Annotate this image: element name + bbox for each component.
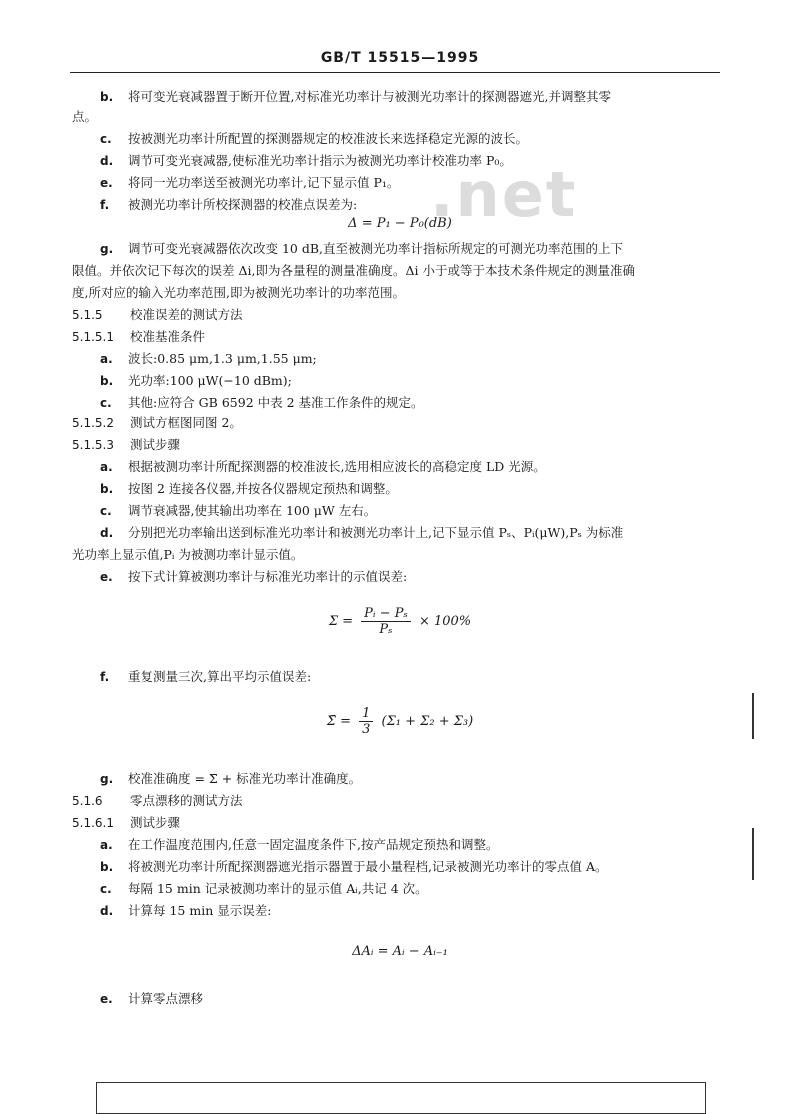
item-text: 将同一光功率送至被测光功率计,记下显示值 P₁。 [128, 175, 400, 190]
formula-average [0, 706, 800, 737]
step-b-zero-value [100, 858, 607, 876]
section-5-1-6 [72, 792, 243, 810]
item-text: 按被测光功率计所配置的探测器规定的校准波长来选择稳定光源的波长。 [128, 131, 529, 146]
denominator: 3 [362, 722, 371, 737]
step-g-range [100, 240, 623, 258]
step-c-interval [100, 880, 428, 898]
revision-bar [752, 828, 754, 880]
item-label: g. [100, 772, 114, 786]
item-text: 光功率:100 μW(−10 dBm); [128, 373, 292, 388]
cond-a-wavelength [100, 350, 317, 368]
numerator: 1 [359, 706, 373, 722]
step-b-continuation: 点。 [72, 109, 98, 124]
item-label: b. [100, 860, 114, 874]
item-label: a. [100, 460, 113, 474]
section-title: 校准基准条件 [130, 329, 206, 344]
revision-bar [752, 693, 754, 739]
section-5-1-5-3 [72, 436, 180, 454]
step-e-drift [100, 990, 203, 1008]
numerator: Pᵢ − Pₛ [361, 606, 411, 622]
item-label: c. [100, 132, 112, 146]
section-title: 测试步骤 [130, 815, 181, 830]
step-c-wavelength [100, 130, 528, 148]
item-label: b. [100, 374, 114, 388]
step-d-attenuator [100, 152, 512, 170]
item-text: 在工作温度范围内,任意一固定温度条件下,按产品规定预热和调整。 [128, 837, 499, 852]
cond-c-other [100, 394, 424, 412]
step-g-accuracy [100, 770, 361, 788]
item-label: d. [100, 154, 114, 168]
item-label: f. [100, 670, 110, 684]
step-g-continuation-2: 度,所对应的输入光功率范围,即为被测光功率计的功率范围。 [72, 285, 405, 300]
step-g-continuation-1: 限值。并依次记下每次的误差 Δi,即为各量程的测量准确度。Δi 小于或等于本技术条件规定的测量准确 [72, 263, 635, 278]
item-text: 按图 2 连接各仪器,并按各仪器规定预热和调整。 [128, 481, 398, 496]
step-a-preheat [100, 836, 498, 854]
formula-delta: Δ = P₁ − P₀(dB) [348, 216, 452, 231]
section-number: 5.1.5 [72, 308, 103, 322]
item-text: 分别把光功率输出送到标准光功率计和被测光功率计上,记下显示值 Pₛ、Pᵢ(μW),Pₛ 为标准 [128, 525, 624, 540]
item-text: 计算零点漂移 [128, 991, 204, 1006]
section-number: 5.1.6 [72, 794, 103, 808]
item-label: e. [100, 992, 113, 1006]
section-title: 校准误差的测试方法 [130, 307, 243, 322]
step-a-source [100, 458, 546, 476]
step-d-continuation: 光功率上显示值,Pᵢ 为被测功率计显示值。 [72, 547, 304, 562]
watermark: .net [430, 158, 578, 231]
item-label: e. [100, 570, 113, 584]
item-label: b. [100, 90, 114, 104]
item-label: a. [100, 352, 113, 366]
formula-rhs: (Σ₁ + Σ₂ + Σ₃) [381, 714, 474, 729]
step-b-remove-zero [100, 88, 611, 106]
item-text: 根据被测功率计所配探测器的校准波长,选用相应波长的高稳定度 LD 光源。 [128, 459, 546, 474]
page-header: GB/T 15515—1995 [320, 50, 480, 66]
step-f-repeat [100, 668, 311, 686]
item-label: c. [100, 504, 112, 518]
fraction [359, 706, 373, 737]
section-number: 5.1.6.1 [72, 816, 114, 830]
step-d-measure [100, 524, 623, 542]
formula-delta-a: ΔAᵢ = Aᵢ − Aᵢ₋₁ [352, 944, 448, 959]
item-label: c. [100, 396, 112, 410]
item-text: 波长:0.85 μm,1.3 μm,1.55 μm; [128, 351, 317, 366]
item-text: 调节可变光衰减器,使标准光功率计指示为被测光功率计校准功率 P₀。 [128, 153, 512, 168]
item-text: 将可变光衰减器置于断开位置,对标准光功率计与被测光功率计的探测器遮光,并调整其零 [128, 89, 611, 104]
step-e-calc [100, 568, 407, 586]
section-5-1-6-1 [72, 814, 180, 832]
item-text: 重复测量三次,算出平均示值误差: [128, 669, 312, 684]
item-label: c. [100, 882, 112, 896]
item-label: f. [100, 198, 110, 212]
item-text: 将被测光功率计所配探测器遮光指示器置于最小量程档,记录被测光功率计的零点值 A。 [128, 859, 608, 874]
cond-b-power [100, 372, 292, 390]
item-label: e. [100, 176, 113, 190]
section-5-1-5-1 [72, 328, 205, 346]
step-c-adjust [100, 502, 376, 520]
denominator: Pₛ [379, 622, 393, 637]
fraction [361, 606, 411, 637]
step-e-record [100, 174, 399, 192]
item-text: 其他:应符合 GB 6592 中表 2 基准工作条件的规定。 [128, 395, 424, 410]
item-text: 调节可变光衰减器依次改变 10 dB,直至被测光功率计指标所规定的可测光功率范围的上下 [128, 241, 624, 256]
item-label: d. [100, 904, 114, 918]
item-label: a. [100, 838, 113, 852]
section-title: 测试步骤 [130, 437, 181, 452]
item-label: d. [100, 526, 114, 540]
item-text: 校准准确度 = Σ̄ + 标准光功率计准确度。 [128, 771, 362, 786]
section-number: 5.1.5.3 [72, 438, 114, 452]
item-label: b. [100, 482, 114, 496]
footer-frame [96, 1082, 706, 1114]
item-text: 被测光功率计所校探测器的校准点误差为: [128, 197, 358, 212]
item-text: 计算每 15 min 显示误差: [128, 903, 272, 918]
item-text: 按下式计算被测功率计与标准光功率计的示值误差: [128, 569, 408, 584]
section-number: 5.1.5.1 [72, 330, 114, 344]
item-text: 每隔 15 min 记录被测功率计的显示值 Aᵢ,共记 4 次。 [128, 881, 428, 896]
section-5-1-5 [72, 306, 243, 324]
header-rule [70, 72, 720, 73]
formula-lhs: Σ̄ = [326, 714, 351, 729]
section-title: 零点漂移的测试方法 [130, 793, 243, 808]
section-title: 测试方框图同图 2。 [130, 415, 242, 430]
formula-sigma [0, 606, 800, 637]
step-d-display-error [100, 902, 271, 920]
step-f-error [100, 196, 357, 214]
formula-lhs: Σ = [328, 614, 354, 629]
section-number: 5.1.5.2 [72, 416, 114, 430]
item-label: g. [100, 242, 114, 256]
step-b-connect [100, 480, 398, 498]
item-text: 调节衰减器,使其输出功率在 100 μW 左右。 [128, 503, 377, 518]
section-5-1-5-2 [72, 414, 242, 432]
formula-rhs: × 100% [418, 614, 472, 629]
